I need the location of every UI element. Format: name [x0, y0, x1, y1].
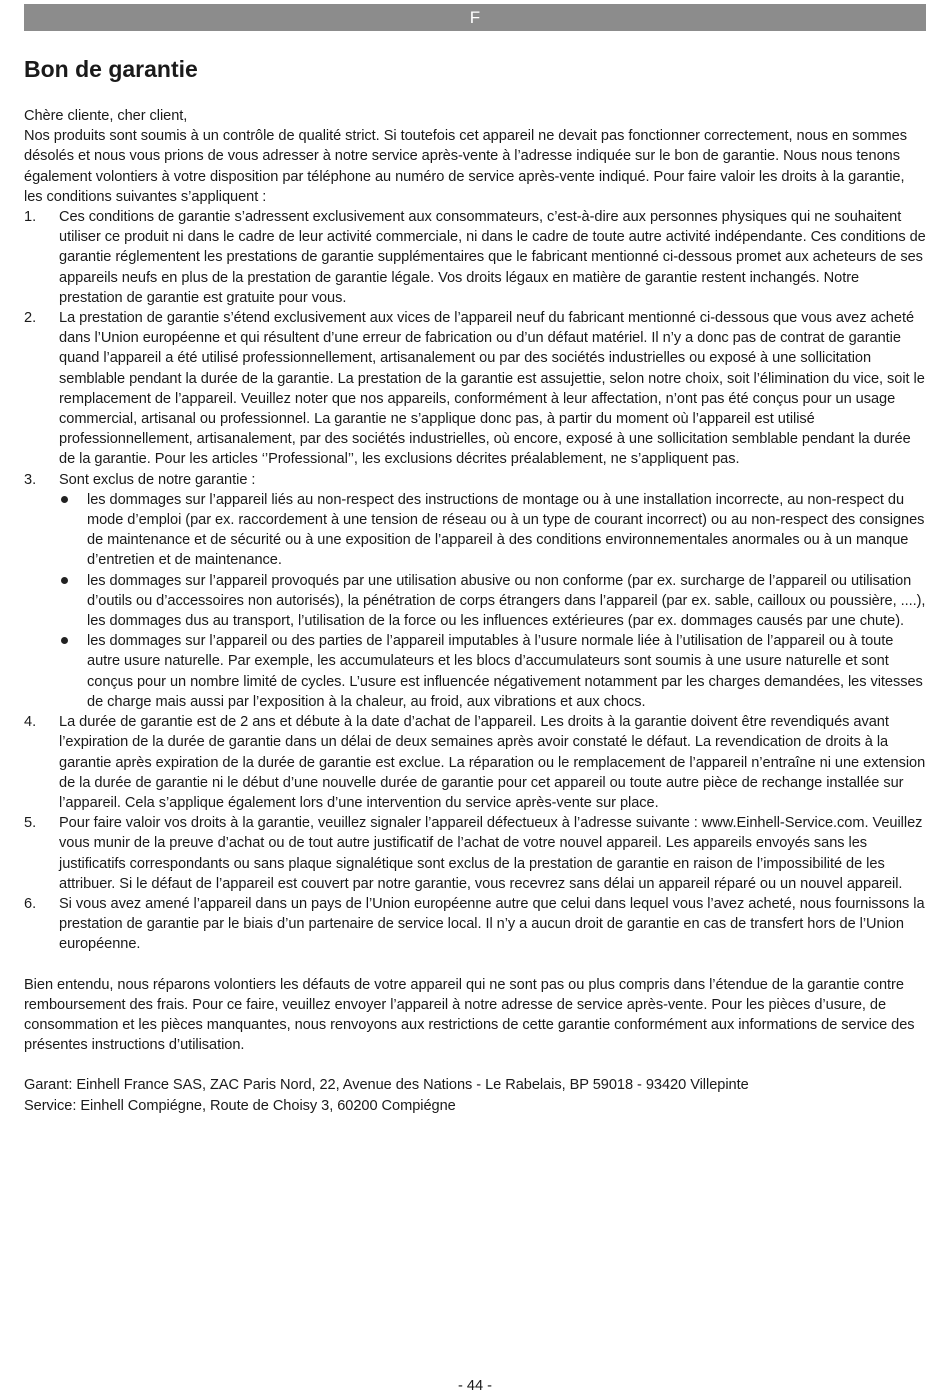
intro-paragraph: Nos produits sont soumis à un contrôle de qualité strict. Si toutefois cet appareil ne devait pas fonctionner correctement, nous en sommes désolés et nous vous prions de vous adresser à notre service après-vente à l’adresse indiquée sur le bon de garantie. Nous nous tenons également volontiers à votre disposition par téléphone au numéro de service après-vente indiqué. Pour faire valoir les droits à la garantie, les conditions suivantes s’appliquent :: [24, 128, 907, 205]
bullet-icon: [61, 496, 68, 503]
page-number: - 44 -: [457, 1378, 493, 1394]
exclusion-text: les dommages sur l’appareil ou des parties de l’appareil imputables à l’usure normale liée à l’utilisation de l’appareil ou à toute autre usure naturelle. Par exemple, les accumulateurs et les blocs d’accumulateurs sont soumis à une usure naturelle et sont conçus pour un nombre limité de cycles. L’usure est influencée négativement notamment par les charges demandées, les vitesses de charge mais aussi par l’exposition à la chaleur, au froid, aux vibrations et aux chocs.: [87, 633, 923, 710]
condition-text: Si vous avez amené l’appareil dans un pays de l’Union européenne autre que celui dans lequel vous l’avez acheté, nous fournissons la prestation de garantie par le biais d’un partenaire de service local. Il n’y a aucun droit de garantie en cas de transfert hors de l’Union européenne.: [59, 895, 925, 953]
condition-item: [24, 712, 926, 813]
condition-item: [24, 894, 926, 955]
exclusion-item: [59, 571, 926, 632]
condition-number: 4.: [24, 714, 37, 731]
condition-item: [24, 207, 926, 308]
language-header-bar: [24, 4, 926, 31]
warranty-body: [24, 106, 926, 1116]
condition-text: La prestation de garantie s’étend exclusivement aux vices de l’appareil neuf du fabricant mentionné ci-dessous que vous avez acheté dans l’Union européenne et qui résultent d’une erreur de fabrication ou d’un défaut matériel. Il n’y a donc pas de contrat de garantie quand l’appareil a été utilisé professionnellement, artisanalement ou par des sociétés industrielles ou exposé à une sollicitation semblable pendant la durée de la garantie. La prestation de la garantie est assujettie, selon notre choix, soit l’élimination du vice, soit le remplacement de l’appareil. Veuillez noter que nos appareils, conformément à leur affectation, n’ont pas été conçus pour un usage commercial, artisanal ou professionnel. La garantie ne s’applique donc pas, à partir du moment où l’appareil est utilisé professionnellement, artisanalement, par des sociétés industrielles, où encore, exposé à une sollicitation semblable pendant la durée de la garantie. Pour les articles ‘’Professional’’, les exclusions décrites préalablement, ne s’appliquent pas.: [59, 310, 925, 468]
greeting: Chère cliente, cher client,: [24, 108, 188, 124]
condition-item: [24, 470, 926, 712]
language-code: F: [469, 8, 481, 27]
condition-text: Pour faire valoir vos droits à la garantie, veuillez signaler l’appareil défectueux à l’adresse suivante : www.Einhell-Service.com. Veuillez vous munir de la preuve d’achat ou de tout autre justificatif de l’achat de votre nouvel appareil. Les appareils envoyés sans les justificatifs correspondants ou sans plaque signalétique sont exclus de la prestation de garantie en raison de l’impossibilité de les attribuer. Si le défaut de l’appareil est couvert par notre garantie, vous recevrez sans délai un appareil réparé ou un nouvel appareil.: [59, 815, 923, 892]
condition-number: 2.: [24, 310, 37, 327]
bullet-icon: [61, 637, 68, 644]
page-title: Bon de garantie: [24, 56, 198, 82]
condition-number: 1.: [24, 209, 37, 226]
guarantor-line: Garant: Einhell France SAS, ZAC Paris Nord, 22, Avenue des Nations - Le Rabelais, BP 59018 - 93420 Villepinte: [24, 1077, 749, 1094]
condition-text: Ces conditions de garantie s’adressent exclusivement aux consommateurs, c’est-à-dire aux personnes physiques qui ne souhaitent utiliser ce produit ni dans le cadre de leur activité commerciale, ni dans le cadre de toute autre activité indépendante. Ces conditions de garantie réglementent les prestations de garantie supplémentaires que le fabricant mentionné ci-dessous promet aux acheteurs de ses appareils neufs en plus de la prestation de garantie légale. Vos droits légaux en matière de garantie restent inchangés. Notre prestation de garantie est gratuite pour vous.: [59, 209, 926, 306]
bullet-icon: [61, 577, 68, 584]
spacer: [24, 1055, 926, 1075]
service-line: Service: Einhell Compiégne, Route de Choisy 3, 60200 Compiégne: [24, 1097, 456, 1114]
exclusion-item: [59, 490, 926, 571]
condition-number: 3.: [24, 471, 37, 488]
exclusion-item: [59, 631, 926, 712]
condition-text: Sont exclus de notre garantie :: [59, 471, 256, 488]
condition-item: [24, 308, 926, 470]
spacer: [24, 955, 926, 975]
exclusion-text: les dommages sur l’appareil provoqués par une utilisation abusive ou non conforme (par ex. surcharge de l’appareil ou utilisation d’outils ou d’accessoires non autorisés), la pénétration de corps étrangers dans l’appareil (par ex. sable, cailloux ou poussière, ....), les dommages dus au transport, l’utilisation de la force ou les influences extérieures (par ex. dommages causés par une chute).: [87, 572, 926, 630]
closing-paragraph: Bien entendu, nous réparons volontiers les défauts de votre appareil qui ne sont pas ou plus compris dans l’étendue de la garantie contre remboursement des frais. Pour ce faire, veuillez envoyer l’appareil à notre adresse de service après-vente. Pour les pièces d’usure, de consommation et les pièces manquantes, nous renvoyons aux restrictions de cette garantie conformément aux informations de service des présentes instructions d’utilisation.: [24, 976, 915, 1054]
conditions-list: [24, 207, 926, 955]
condition-item: [24, 813, 926, 894]
condition-text: La durée de garantie est de 2 ans et débute à la date d’achat de l’appareil. Les droits à la garantie doivent être revendiqués avant l’expiration de la durée de garantie dans un délai de deux semaines après avoir constaté le défaut. La revendication de droits à la garantie après expiration de la durée de garantie est exclue. La réparation ou le remplacement de l’appareil n’entraîne ni une extension de la durée de garantie ni le début d’une nouvelle durée de garantie pour cet appareil ou toute autre pièce de rechange installée sur l’appareil. Cela s’applique également lors d’une intervention du service après-vente sur place.: [59, 714, 926, 811]
condition-number: 5.: [24, 815, 37, 832]
exclusion-text: les dommages sur l’appareil liés au non-respect des instructions de montage ou à une installation incorrecte, au non-respect du mode d’emploi (par ex. raccordement à une tension de réseau ou à un type de courant incorrect) ou au non-respect des consignes de maintenance et de sécurité ou à une exposition de l’appareil à des conditions environnementales anormales ou à un manque d’entretien et de maintenance.: [87, 491, 925, 569]
exclusions-list: [59, 490, 926, 712]
condition-number: 6.: [24, 895, 37, 912]
